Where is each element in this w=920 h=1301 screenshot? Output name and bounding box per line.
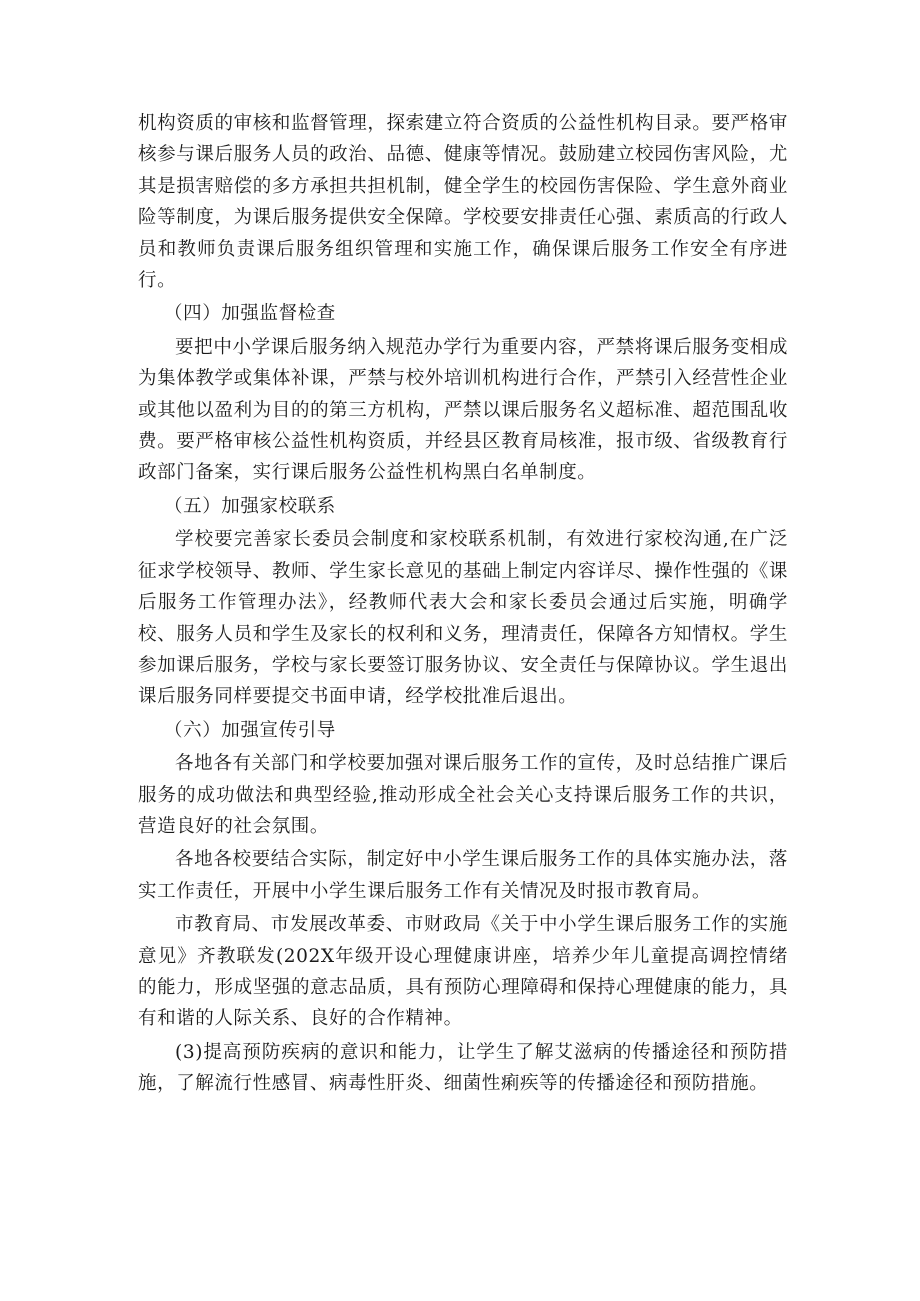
paragraph-disease-prevention: (3)提高预防疾病的意识和能力，让学生了解艾滋病的传播途径和预防措施，了解流行性感冒、病毒性肝炎、细菌性痢疾等的传播途径和预防措施。 bbox=[138, 1041, 788, 1095]
section-heading-publicity: （六）加强宣传引导 bbox=[164, 719, 336, 741]
document-page bbox=[138, 108, 788, 1100]
paragraph-joint-opinion: 市教育局、市发展改革委、市财政局《关于中小学生课后服务工作的实施意见》齐教联发(202X年级开设心理健康讲座，培养少年儿童提高调控情绪的能力，形成坚强的意志品质，具有预防心理障碍和保持心理健康的能力，具有和谐的人际关系、良好的合作精神。 bbox=[138, 914, 788, 1030]
paragraph-implementation: 各地各校要结合实际，制定好中小学生课后服务工作的具体实施办法，落实工作责任，开展中小学生课后服务工作有关情况及时报市教育局。 bbox=[138, 849, 788, 902]
paragraph-qualification-review: 机构资质的审核和监督管理，探索建立符合资质的公益性机构目录。要严格审核参与课后服务人员的政治、品德、健康等情况。鼓励建立校园伤害风险，尤其是损害赔偿的多方承担共担机制，健全学生的校园伤害保险、学生意外商业险等制度，为课后服务提供安全保障。学校要安排责任心强、素质高的行政人员和教师负责课后服务组织管理和实施工作，确保课后服务工作安全有序进行。 bbox=[138, 113, 788, 292]
section-heading-home-school: （五）加强家校联系 bbox=[164, 495, 336, 517]
paragraph-supervision: 要把中小学课后服务纳入规范办学行为重要内容，严禁将课后服务变相成为集体教学或集体补课，严禁与校外培训机构进行合作，严禁引入经营性企业或其他以盈利为目的的第三方机构，严禁以课后服务名义超标准、超范围乱收费。要严格审核公益性机构资质，并经县区教育局核准，报市级、省级教育行政部门备案，实行课后服务公益性机构黑白名单制度。 bbox=[138, 336, 788, 484]
paragraph-home-school: 学校要完善家长委员会制度和家校联系机制，有效进行家校沟通,在广泛征求学校领导、教师、学生家长意见的基础上制定内容详尽、操作性强的《课后服务工作管理办法》，经教师代表大会和家长委员会通过后实施，明确学校、服务人员和学生及家长的权利和义务，理清责任，保障各方知情权。学生参加课后服务，学校与家长要签订服务协议、安全责任与保障协议。学生退出课后服务同样要提交书面申请，经学校批准后退出。 bbox=[138, 529, 788, 708]
section-heading-supervision: （四）加强监督检查 bbox=[164, 303, 336, 325]
paragraph-publicity: 各地各有关部门和学校要加强对课后服务工作的宣传，及时总结推广课后服务的成功做法和典型经验,推动形成全社会关心支持课后服务工作的共识，营造良好的社会氛围。 bbox=[138, 753, 788, 837]
